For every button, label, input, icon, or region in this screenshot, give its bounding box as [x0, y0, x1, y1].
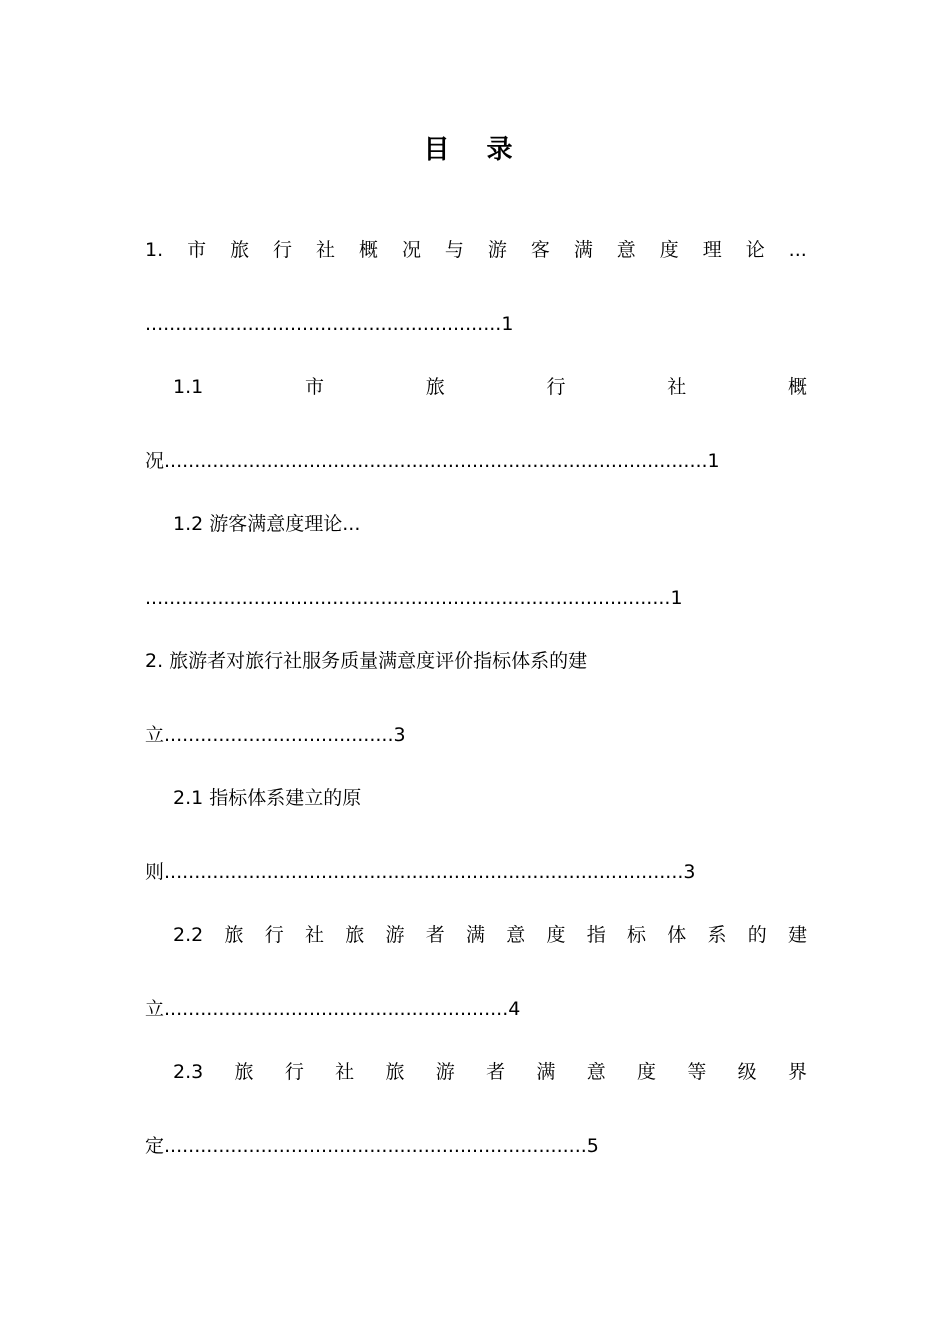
- toc-entry-1-1-line1[interactable]: [173, 374, 807, 400]
- toc-char: 度: [637, 1061, 657, 1083]
- toc-char: 市: [304, 376, 324, 398]
- toc-entry-2-2-line2[interactable]: 立.........................................................4: [145, 998, 521, 1020]
- toc-char: 度: [659, 239, 679, 261]
- toc-entry-1-line2[interactable]: ...........................................................1: [145, 313, 514, 335]
- toc-char: 游: [487, 239, 507, 261]
- toc-char: 满: [536, 1061, 556, 1083]
- toc-title: 目 录: [423, 135, 527, 165]
- toc-entry-1-2-line1[interactable]: 1.2 游客满意度理论...: [173, 513, 361, 535]
- toc-char: 理: [702, 239, 722, 261]
- toc-char: 者: [486, 1061, 506, 1083]
- toc-char: 满: [573, 239, 593, 261]
- toc-char: 级: [737, 1061, 757, 1083]
- toc-char: 概: [787, 376, 807, 398]
- toc-entry-1-1-line2[interactable]: 况..........................................................................................1: [145, 450, 720, 472]
- toc-char: 体: [667, 924, 687, 946]
- toc-char: 旅: [230, 239, 250, 261]
- toc-char: 系: [707, 924, 727, 946]
- toc-char: 旅: [385, 1061, 405, 1083]
- toc-char: 满: [465, 924, 485, 946]
- toc-entry-2-line1[interactable]: 2. 旅游者对旅行社服务质量满意度评价指标体系的建: [145, 650, 588, 672]
- toc-char: 市: [187, 239, 207, 261]
- toc-entry-1-line1[interactable]: [145, 237, 807, 263]
- toc-char: 旅: [234, 1061, 254, 1083]
- toc-char: 游: [385, 924, 405, 946]
- toc-char: 标: [626, 924, 646, 946]
- toc-char: 行: [264, 924, 284, 946]
- toc-entry-2-3-line2[interactable]: 定......................................................................5: [145, 1135, 599, 1157]
- toc-char: 指: [586, 924, 606, 946]
- toc-number: 1.: [145, 239, 164, 261]
- toc-entry-2-1-line2[interactable]: 则......................................................................................3: [145, 861, 696, 883]
- toc-char: 概: [358, 239, 378, 261]
- toc-char: 度: [546, 924, 566, 946]
- toc-char: 况: [401, 239, 421, 261]
- toc-number: 1.1: [173, 376, 204, 398]
- toc-char: 行: [273, 239, 293, 261]
- toc-char: 旅: [345, 924, 365, 946]
- toc-char: 行: [546, 376, 566, 398]
- toc-char: 的: [747, 924, 767, 946]
- toc-char: 社: [304, 924, 324, 946]
- toc-char: 意: [506, 924, 526, 946]
- toc-char: 社: [335, 1061, 355, 1083]
- toc-char: 意: [616, 239, 636, 261]
- toc-entry-2-1-line1[interactable]: 2.1 指标体系建立的原: [173, 787, 362, 809]
- toc-char: 行: [284, 1061, 304, 1083]
- toc-char: 意: [586, 1061, 606, 1083]
- toc-number: 2.3: [173, 1061, 204, 1083]
- toc-entry-1-2-line2[interactable]: .......................................................................................1: [145, 587, 683, 609]
- toc-char: 游: [435, 1061, 455, 1083]
- toc-number: 2.2: [173, 924, 204, 946]
- toc-char: 旅: [425, 376, 445, 398]
- toc-char: 客: [530, 239, 550, 261]
- toc-char: 者: [425, 924, 445, 946]
- toc-entry-2-2-line1[interactable]: [173, 922, 807, 948]
- toc-char: 等: [687, 1061, 707, 1083]
- toc-char: 社: [316, 239, 336, 261]
- toc-char: 建: [787, 924, 807, 946]
- toc-char: 论: [745, 239, 765, 261]
- toc-char: 社: [667, 376, 687, 398]
- toc-char: 旅: [224, 924, 244, 946]
- toc-char: 与: [444, 239, 464, 261]
- toc-entry-2-3-line1[interactable]: [173, 1059, 807, 1085]
- toc-entry-2-line2[interactable]: 立......................................3: [145, 724, 406, 746]
- toc-char: 界: [787, 1061, 807, 1083]
- toc-char: ...: [788, 239, 807, 261]
